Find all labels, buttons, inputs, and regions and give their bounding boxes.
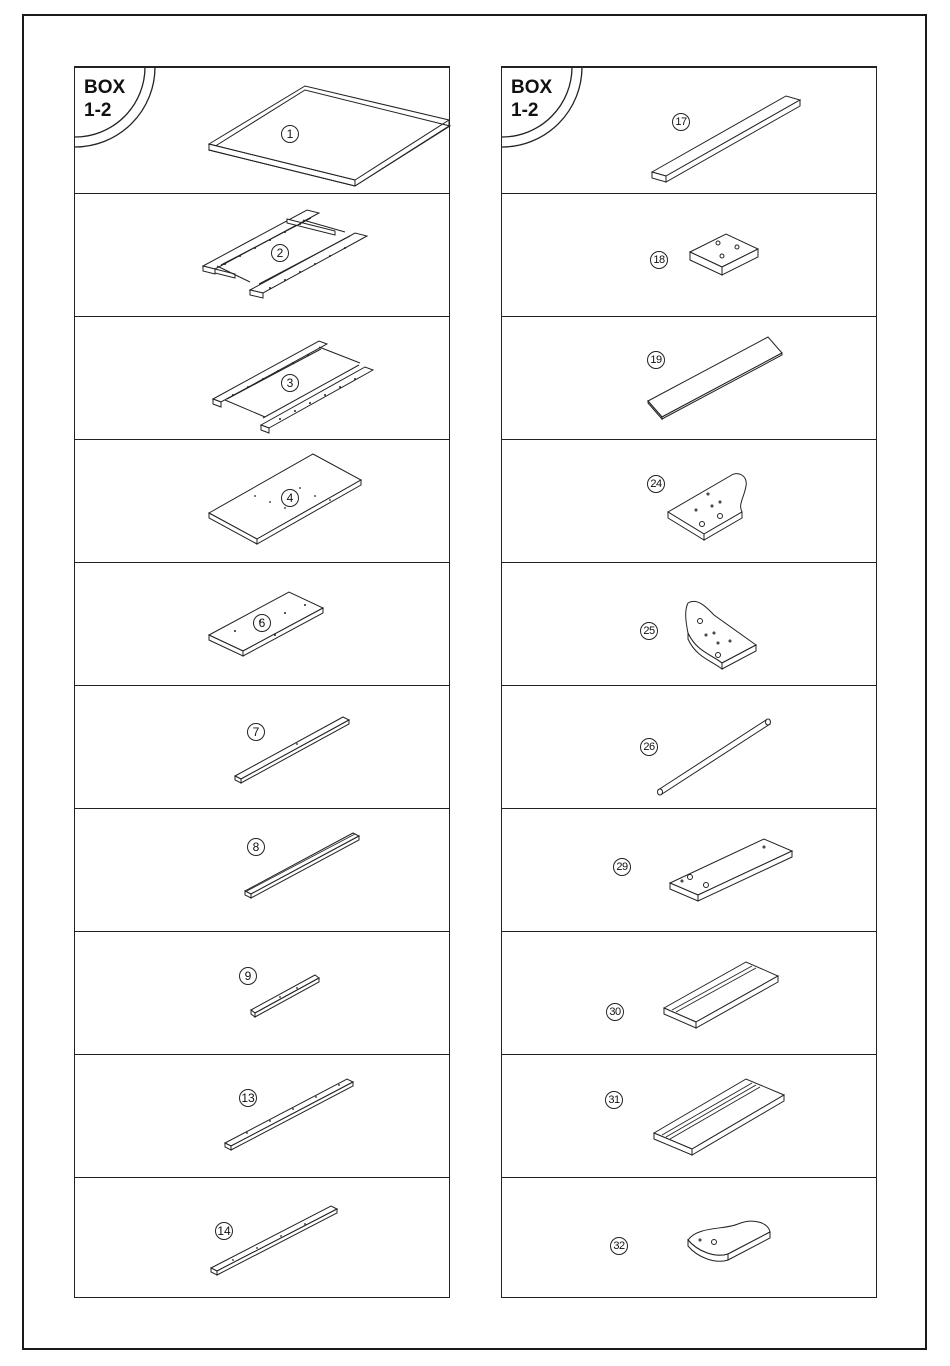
part-17-drawing (502, 68, 876, 193)
box-label-line1: BOX (511, 77, 553, 98)
part-cell (502, 1177, 876, 1299)
part-number: 2 (271, 244, 289, 262)
part-number: 30 (606, 1003, 624, 1021)
part-cell (502, 808, 876, 931)
box-label-line2: 1-2 (511, 100, 539, 121)
part-number: 7 (247, 723, 265, 741)
part-32-drawing (502, 1178, 876, 1299)
part-8-drawing (75, 809, 449, 931)
part-number: 24 (647, 475, 665, 493)
part-9-drawing (75, 932, 449, 1054)
part-cell (502, 562, 876, 685)
part-number: 18 (650, 251, 668, 269)
part-cell (502, 316, 876, 439)
part-number: 25 (640, 622, 658, 640)
part-number: 9 (239, 967, 257, 985)
part-cell (502, 67, 876, 193)
part-number: 32 (610, 1237, 628, 1255)
part-cell (502, 685, 876, 808)
part-29-drawing (502, 809, 876, 931)
part-19-drawing (502, 317, 876, 439)
part-2-drawing (75, 194, 449, 316)
part-cell (502, 1054, 876, 1177)
part-number: 17 (672, 113, 690, 131)
part-number: 13 (239, 1089, 257, 1107)
part-number: 31 (605, 1091, 623, 1109)
parts-column-right (501, 66, 877, 1298)
part-number: 6 (253, 614, 271, 632)
part-1-drawing (75, 68, 449, 193)
part-cell (75, 439, 449, 562)
part-cell (75, 931, 449, 1054)
part-cell (502, 193, 876, 316)
part-number: 3 (281, 374, 299, 392)
part-26-drawing (502, 686, 876, 808)
part-cell (75, 316, 449, 439)
part-18-drawing (502, 194, 876, 316)
part-7-drawing (75, 686, 449, 808)
part-4-drawing (75, 440, 449, 562)
part-24-drawing (502, 440, 876, 562)
part-cell (75, 193, 449, 316)
part-number: 19 (647, 351, 665, 369)
parts-column-left (74, 66, 450, 1298)
part-cell (502, 931, 876, 1054)
part-cell (75, 685, 449, 808)
part-13-drawing (75, 1055, 449, 1177)
part-cell (502, 439, 876, 562)
part-number: 4 (281, 489, 299, 507)
part-number: 14 (215, 1222, 233, 1240)
part-number: 29 (613, 858, 631, 876)
part-cell (75, 1054, 449, 1177)
part-number: 1 (281, 125, 299, 143)
part-3-drawing (75, 317, 449, 439)
part-cell (75, 1177, 449, 1299)
box-label-line1: BOX (84, 77, 126, 98)
part-30-drawing (502, 932, 876, 1054)
part-31-drawing (502, 1055, 876, 1177)
part-cell (75, 808, 449, 931)
part-number: 26 (640, 738, 658, 756)
part-14-drawing (75, 1178, 449, 1299)
box-label-line2: 1-2 (84, 100, 112, 121)
part-25-drawing (502, 563, 876, 685)
part-number: 8 (247, 838, 265, 856)
part-cell (75, 562, 449, 685)
part-cell (75, 67, 449, 193)
